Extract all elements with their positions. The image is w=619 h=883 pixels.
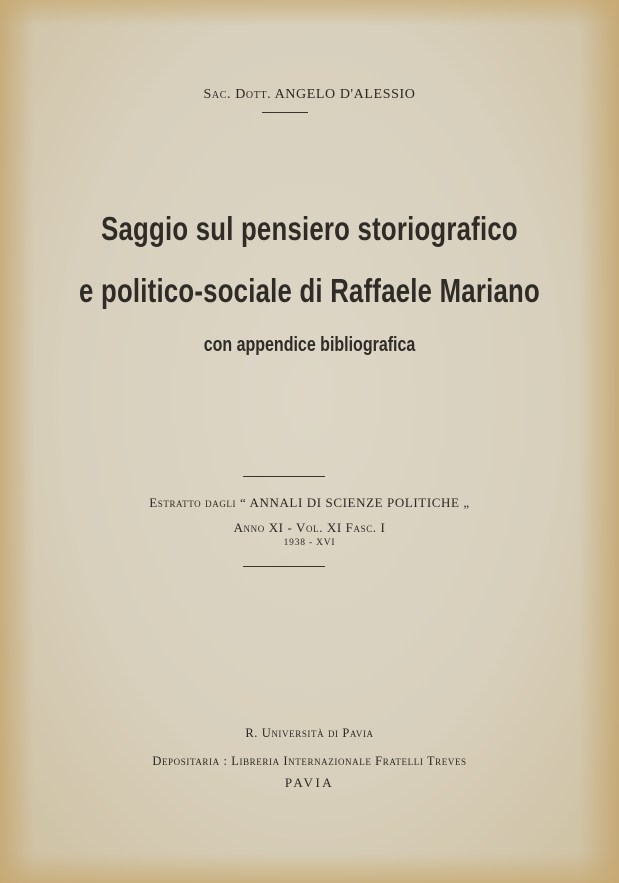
- lower-divider: [243, 566, 325, 567]
- paper-edge-top: [0, 0, 619, 26]
- author-line: Sac. Dott. ANGELO D'ALESSIO: [203, 87, 416, 102]
- depository-line: Depositaria : Libreria Internazionale Fratelli Treves: [152, 754, 467, 768]
- extract-line: Estratto dagli “ ANNALI DI SCIENZE POLITICHE „: [149, 495, 470, 510]
- year-line: 1938 - XVI: [283, 538, 336, 548]
- author-divider: [262, 112, 308, 113]
- subtitle: con appendice bibliografica: [203, 334, 416, 356]
- upper-divider: [243, 476, 325, 477]
- title-line-1: Saggio sul pensiero storiografico: [101, 210, 518, 247]
- volume-line: Anno XI - Vol. XI Fasc. I: [233, 520, 386, 535]
- city-line: PAVIA: [284, 775, 335, 790]
- paper-edge-left: [0, 0, 34, 883]
- paper-edge-bottom: [0, 853, 619, 883]
- university-line: R. Università di Pavia: [245, 726, 374, 740]
- title-line-2: e politico-sociale di Raffaele Mariano: [79, 272, 540, 309]
- paper-edge-right: [579, 0, 619, 883]
